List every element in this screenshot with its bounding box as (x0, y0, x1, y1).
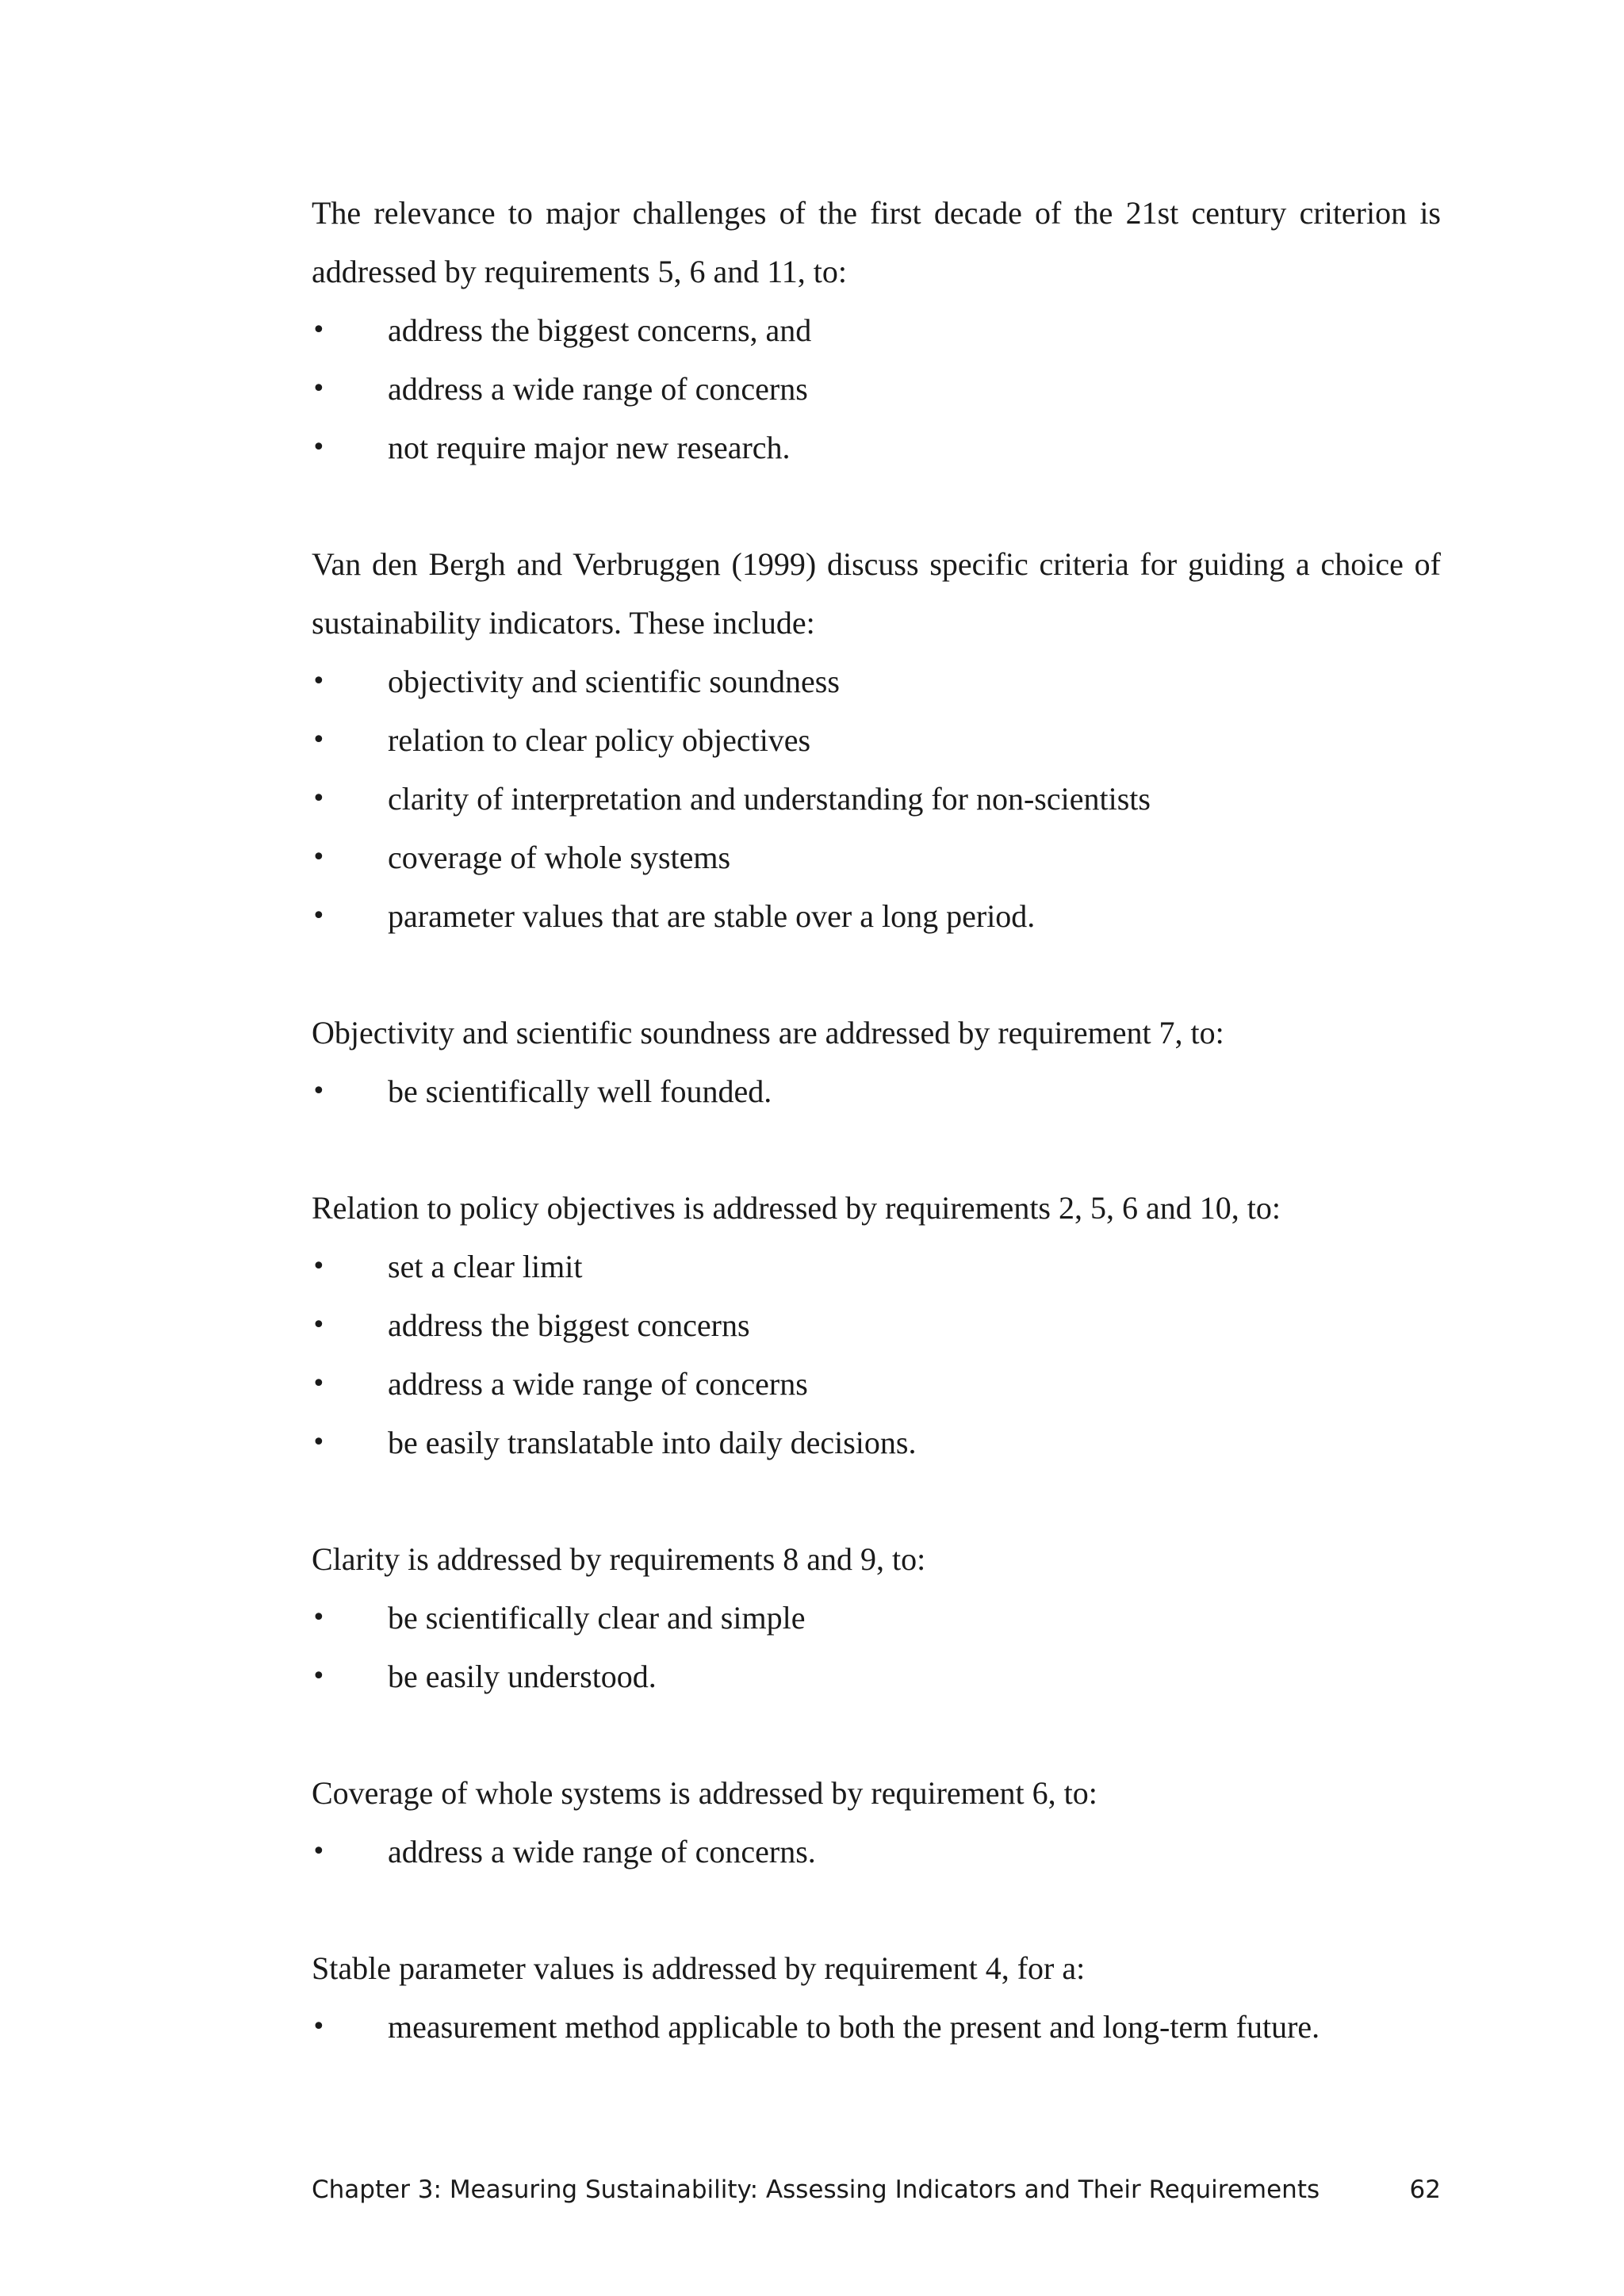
list-item-text: address a wide range of concerns (388, 1366, 808, 1402)
list-item (312, 1355, 1441, 1414)
bullet-icon: • (312, 726, 326, 754)
list-item (312, 1414, 1441, 1472)
list-item (312, 770, 1441, 828)
list-item-text: address the biggest concerns, and (388, 312, 812, 348)
list-item-text: be easily understood. (388, 1659, 657, 1694)
bullet-list (312, 652, 1441, 946)
paragraph: Coverage of whole systems is addressed by requirement 6, to: (312, 1775, 1097, 1811)
list-item-text: address the biggest concerns (388, 1307, 750, 1343)
paragraph: Stable parameter values is addressed by requirement 4, for a: (312, 1950, 1086, 1986)
list-item (312, 360, 1441, 419)
bullet-icon: • (312, 1838, 326, 1866)
paragraph: Relation to policy objectives is addressed by requirements 2, 5, 6 and 10, to: (312, 1190, 1281, 1226)
list-item (312, 652, 1441, 711)
list-item (312, 711, 1441, 770)
section-relevance-criterion (312, 184, 1441, 477)
list-item (312, 887, 1441, 946)
section-policy-objectives (312, 1179, 1441, 1472)
list-item (312, 828, 1441, 887)
page-footer (312, 2172, 1441, 2207)
bullet-icon: • (312, 1663, 326, 1690)
list-item-text: measurement method applicable to both the present and long-term future. (388, 2009, 1320, 2045)
list-item-text: address a wide range of concerns. (388, 1834, 816, 1869)
bullet-list (312, 301, 1441, 477)
paragraph: Clarity is addressed by requirements 8 and 9, to: (312, 1541, 926, 1577)
list-item-text: set a clear limit (388, 1249, 583, 1284)
bullet-icon: • (312, 902, 326, 930)
list-item-text: objectivity and scientific soundness (388, 664, 840, 699)
list-item-text: clarity of interpretation and understanding for non-scientists (388, 781, 1151, 817)
section-objectivity (312, 1004, 1441, 1121)
bullet-list (312, 1062, 1441, 1121)
bullet-list (312, 1238, 1441, 1472)
bullet-icon: • (312, 1311, 326, 1339)
list-item (312, 1238, 1441, 1296)
section-coverage (312, 1764, 1441, 1881)
bullet-icon: • (312, 2013, 326, 2041)
bullet-icon: • (312, 1604, 326, 1632)
section-clarity (312, 1530, 1441, 1706)
list-item (312, 1823, 1441, 1881)
section-stable-parameters (312, 1939, 1441, 2057)
list-item-text: be scientifically well founded. (388, 1073, 772, 1109)
list-item-text: not require major new research. (388, 430, 791, 465)
list-item (312, 301, 1441, 360)
section-selection-criteria (312, 535, 1441, 946)
bullet-icon: • (312, 316, 326, 344)
list-item-text: be easily translatable into daily decisions. (388, 1425, 917, 1460)
bullet-icon: • (312, 434, 326, 461)
bullet-icon: • (312, 844, 326, 871)
paragraph: Objectivity and scientific soundness are addressed by requirement 7, to: (312, 1015, 1224, 1050)
list-item (312, 1647, 1441, 1706)
page-number: 62 (1409, 2175, 1441, 2204)
list-item-text: coverage of whole systems (388, 840, 731, 875)
body-text (312, 184, 1441, 2114)
list-item-text: address a wide range of concerns (388, 371, 808, 407)
bullet-icon: • (312, 1253, 326, 1280)
bullet-icon: • (312, 668, 326, 695)
list-item (312, 1062, 1441, 1121)
chapter-title: Chapter 3: Measuring Sustainability: Assessing Indicators and Their Requirements (312, 2175, 1320, 2204)
list-item-text: parameter values that are stable over a long period. (388, 898, 1036, 934)
bullet-list (312, 1589, 1441, 1706)
bullet-icon: • (312, 785, 326, 813)
paragraph: The relevance to major challenges of the first decade of the 21st century criterion is addressed by requirements 5, 6 and 11, to: (312, 195, 1441, 289)
bullet-icon: • (312, 1370, 326, 1398)
list-item (312, 1296, 1441, 1355)
list-item-text: be scientifically clear and simple (388, 1600, 806, 1636)
paragraph: Van den Bergh and Verbruggen (1999) discuss specific criteria for guiding a choice of sustainability indicators. These include: (312, 546, 1441, 641)
list-item (312, 1589, 1441, 1647)
bullet-list (312, 1998, 1441, 2057)
bullet-icon: • (312, 1429, 326, 1456)
list-item-text: relation to clear policy objectives (388, 722, 811, 758)
list-item (312, 1998, 1441, 2057)
bullet-icon: • (312, 1077, 326, 1105)
bullet-icon: • (312, 375, 326, 403)
bullet-list (312, 1823, 1441, 1881)
list-item (312, 419, 1441, 477)
